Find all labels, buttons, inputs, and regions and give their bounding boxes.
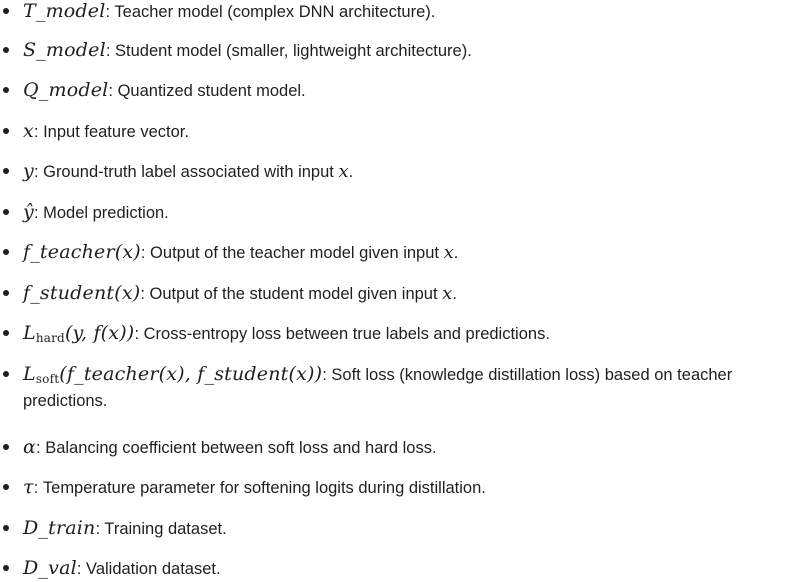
bullet [3, 87, 9, 93]
definition-text: : Validation dataset. [76, 560, 221, 578]
definition-text: : Temperature parameter for softening logits during distillation. [33, 479, 486, 497]
math-symbol: f_student(x) [23, 282, 141, 304]
math-symbol-inline: x [442, 283, 453, 304]
math-symbol: D_val [23, 557, 77, 579]
math-symbol: D_train [23, 517, 96, 539]
bullet [3, 8, 9, 14]
bullet [3, 209, 9, 215]
definition-text: : Quantized student model. [108, 82, 306, 100]
bullet [3, 168, 9, 174]
math-symbol: $L_{hard}(y$, f(x)) [23, 322, 135, 345]
definition-text: : Student model (smaller, lightweight architecture). [105, 42, 472, 60]
math-symbol: x [23, 120, 34, 142]
definition-text: : Output of the teacher model given input [140, 244, 444, 262]
bullet [3, 444, 9, 450]
definition-text: : Balancing coefficient between soft loss and hard loss. [36, 439, 437, 457]
bullet [3, 128, 9, 134]
definition-text: : Output of the student model given input [140, 285, 443, 303]
definition-text: : Training dataset. [95, 520, 227, 538]
math-symbol: α [23, 436, 37, 458]
bullet [3, 371, 9, 377]
math-symbol: Q_model [23, 79, 109, 101]
definition-text: : Soft loss (knowledge distillation loss) based on teacher predictions. [23, 366, 733, 410]
math-symbol: τ [23, 476, 34, 498]
bullet [3, 330, 9, 336]
math-symbol: ŷ [23, 201, 34, 223]
bullet [3, 290, 9, 296]
definition-text: : Ground-truth label associated with input [33, 163, 339, 181]
definition-text: : Teacher model (complex DNN architecture). [105, 3, 436, 21]
math-symbol-inline: x [443, 242, 454, 263]
bullet [3, 249, 9, 255]
bullet [3, 47, 9, 53]
bullet [3, 525, 9, 531]
definition-tail: . [348, 163, 354, 181]
math-symbol: T_model [23, 0, 106, 22]
bullet [3, 565, 9, 571]
definition-tail: . [453, 244, 459, 262]
math-subscript: hard [35, 331, 65, 345]
math-symbol-inline: x [338, 161, 349, 182]
math-symbol: f_teacher(x) [23, 241, 141, 263]
math-subscript: soft [35, 372, 60, 386]
definition-text: : Cross-entropy loss between true labels and predictions. [134, 325, 550, 343]
math-symbol: y [23, 160, 34, 182]
definition-text: : Model prediction. [33, 204, 169, 222]
math-symbol: $L_{soft}(f\_teacher(x)$, f_student(x)) [23, 363, 323, 386]
math-symbol: S_model [23, 39, 106, 61]
definition-tail: . [452, 285, 457, 303]
definition-text: : Input feature vector. [33, 123, 189, 141]
bullet [3, 484, 9, 490]
